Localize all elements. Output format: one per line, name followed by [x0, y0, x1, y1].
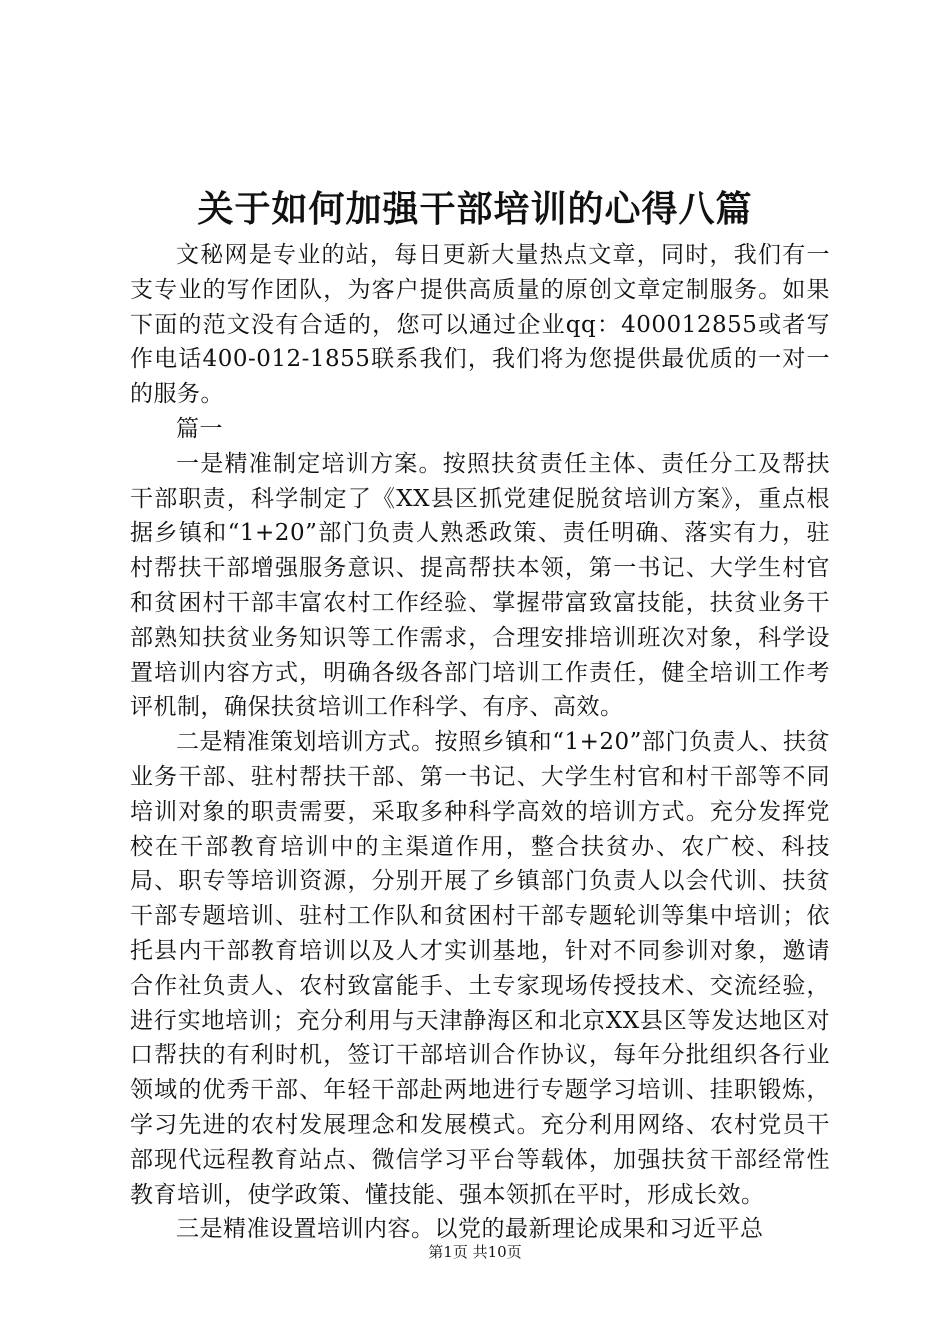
body-paragraph: 三是精准设置培训内容。以党的最新理论成果和习近平总: [176, 1216, 764, 1243]
document-body: [130, 238, 830, 1247]
body-paragraph: 一是精准制定培训方案。按照扶贫责任主体、责任分工及帮扶干部职责，科学制定了《XX县区抓党建促脱贫培训方案》，重点根据乡镇和“1+20”部门负责人熟悉政策、责任明确、落实有力，驻村帮扶干部增强服务意识、提高帮扶本领，第一书记、大学生村官和贫困村干部丰富农村工作经验、掌握带富致富技能，扶贫业务干部熟知扶贫业务知识等工作需求，合理安排培训班次对象，科学设置培训内容方式，明确各级各部门培训工作责任，健全培训工作考评机制，确保扶贫培训工作科学、有序、高效。: [130, 450, 830, 721]
document-title: 关于如何加强干部培训的心得八篇: [197, 188, 753, 230]
intro-paragraph: 文秘网是专业的站，每日更新大量热点文章，同时，我们有一支专业的写作团队，为客户提供高质量的原创文章定制服务。如果下面的范文没有合适的，您可以通过企业qq：400012855或者写作电话400-012-1855联系我们，我们将为您提供最优质的一对一的服务。: [130, 242, 830, 408]
page-footer: 第1页 共10页: [428, 1243, 522, 1261]
body-paragraph: 二是精准策划培训方式。按照乡镇和“1+20”部门负责人、扶贫业务干部、驻村帮扶干部、第一书记、大学生村官和村干部等不同培训对象的职责需要，采取多种科学高效的培训方式。充分发挥党校在干部教育培训中的主渠道作用，整合扶贫办、农广校、科技局、职专等培训资源，分别开展了乡镇部门负责人以会代训、扶贫干部专题培训、驻村工作队和贫困村干部专题轮训等集中培训；依托县内干部教育培训以及人才实训基地，针对不同参训对象，邀请合作社负责人、农村致富能手、土专家现场传授技术、交流经验，进行实地培训；充分利用与天津静海区和北京XX县区等发达地区对口帮扶的有利时机，签订干部培训合作协议，每年分批组织各行业领域的优秀干部、年轻干部赴两地进行专题学习培训、挂职锻炼，学习先进的农村发展理念和发展模式。充分利用网络、农村党员干部现代远程教育站点、微信学习平台等载体，加强扶贫干部经常性教育培训，使学政策、懂技能、强本领抓在平时，形成长效。: [130, 729, 830, 1208]
section-heading: 篇一: [176, 415, 223, 442]
